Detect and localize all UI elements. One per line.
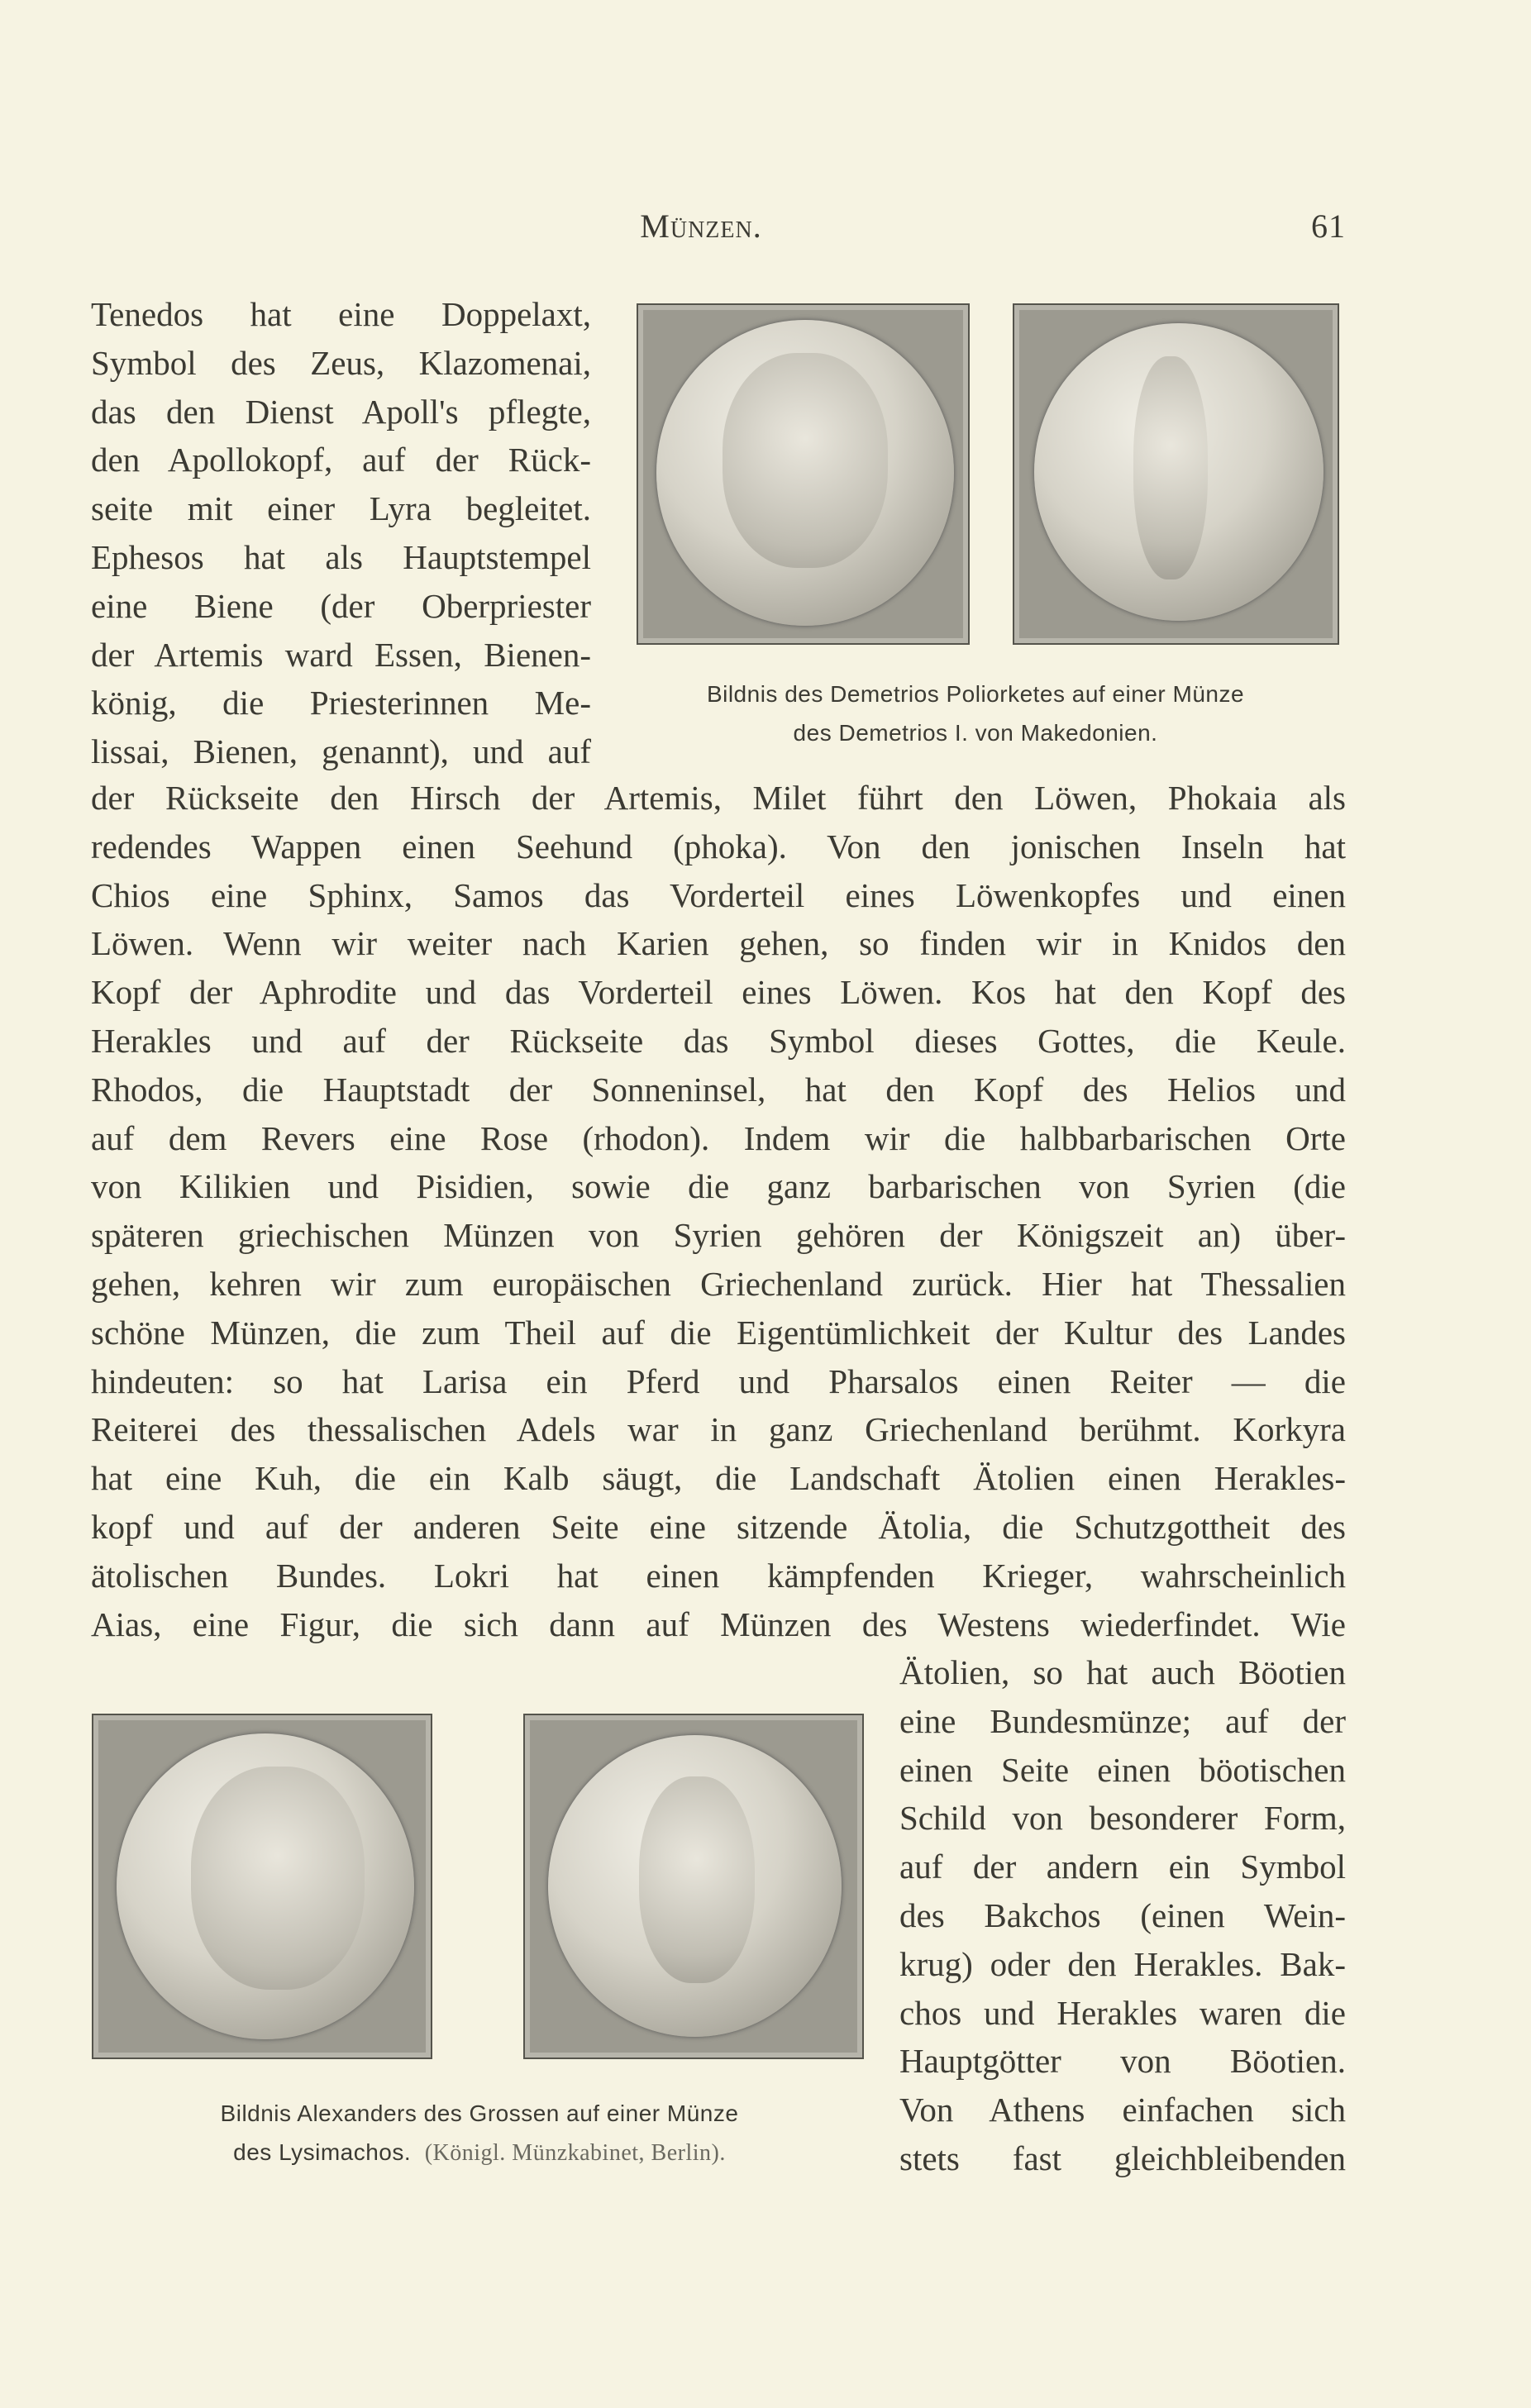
caption-line: Bildnis Alexanders des Grossen auf einer Münze xyxy=(220,2100,739,2126)
coin-image-demetrios-reverse xyxy=(1013,303,1339,645)
text-line: ätolischen Bundes. Lokri hat einen kämpfenden Krieger, wahrscheinlich xyxy=(91,1556,1346,1595)
coin-image-alexander-obverse xyxy=(92,1714,432,2059)
text-line: Aias, eine Figur, die sich dann auf Münzen des Westens wiederfindet. Wie xyxy=(91,1605,1346,1643)
text-line: hindeuten: so hat Larisa ein Pferd und Pharsalos einen Reiter — die xyxy=(91,1361,1346,1400)
text-line: lissai, Bienen, genannt), und auf xyxy=(91,732,591,771)
text-line: könig, die Priesterinnen Me- xyxy=(91,684,591,722)
text-line: das den Dienst Apoll's pflegte, xyxy=(91,392,591,431)
text-line: des Bakchos (einen Wein- xyxy=(899,1895,1346,1934)
text-line: Herakles und auf der Rückseite das Symbol dieses Gottes, die Keule. xyxy=(91,1021,1346,1060)
text-line: der Artemis ward Essen, Bienen- xyxy=(91,635,591,674)
text-line: Von Athens einfachen sich xyxy=(899,2091,1346,2129)
paragraph-left-column xyxy=(91,290,591,776)
running-header-title: Münzen. xyxy=(640,207,762,245)
text-line: Löwen. Wenn wir weiter nach Karien gehen, so finden wir in Knidos den xyxy=(91,924,1346,963)
image-source-credit: (Königl. Münzkabinet, Berlin). xyxy=(424,2140,726,2166)
page-number: 61 xyxy=(1311,207,1346,245)
text-line: einen Seite einen böotischen xyxy=(899,1750,1346,1789)
text-line: kopf und auf der anderen Seite eine sitzende Ätolia, die Schutzgottheit des xyxy=(91,1507,1346,1546)
text-line: Chios eine Sphinx, Samos das Vorderteil eines Löwenkopfes und einen xyxy=(91,875,1346,914)
paragraph-full-width xyxy=(91,774,1346,1648)
text-line: Ätolien, so hat auch Böotien xyxy=(899,1653,1346,1691)
text-line: krug) oder den Herakles. Bak- xyxy=(899,1944,1346,1983)
text-line: den Apollokopf, auf der Rück- xyxy=(91,441,591,479)
text-line: Tenedos hat eine Doppelaxt, xyxy=(91,295,591,333)
text-line: auf dem Revers eine Rose (rhodon). Indem wir die halbbarbarischen Orte xyxy=(91,1118,1346,1157)
caption-line: Bildnis des Demetrios Poliorketes auf einer Münze xyxy=(706,681,1245,707)
figure-caption-bottom xyxy=(124,2094,835,2172)
text-line: der Rückseite den Hirsch der Artemis, Milet führt den Löwen, Phokaia als xyxy=(91,779,1346,817)
text-line: stets fast gleichbleibenden xyxy=(899,2139,1346,2177)
text-line: Hauptgötter von Böotien. xyxy=(899,2042,1346,2081)
text-line: späteren griechischen Münzen von Syrien gehören der Königszeit an) über- xyxy=(91,1216,1346,1255)
coin-image-alexander-reverse xyxy=(523,1714,864,2059)
text-line: Kopf der Aphrodite und das Vorderteil eines Löwen. Kos hat den Kopf des xyxy=(91,973,1346,1012)
text-line: redendes Wappen einen Seehund (phoka). Von den jonischen Inseln hat xyxy=(91,827,1346,865)
text-line: Schild von besonderer Form, xyxy=(899,1799,1346,1838)
caption-line: des Lysimachos. xyxy=(233,2139,412,2165)
text-line: Ephesos hat als Hauptstempel xyxy=(91,537,591,576)
paragraph-right-column xyxy=(899,1648,1346,2183)
text-line: chos und Herakles waren die xyxy=(899,1993,1346,2032)
coin-image-demetrios-obverse xyxy=(637,303,970,645)
text-line: eine Biene (der Oberpriester xyxy=(91,586,591,625)
text-line: auf der andern ein Symbol xyxy=(899,1848,1346,1886)
text-line: Rhodos, die Hauptstadt der Sonneninsel, hat den Kopf des Helios und xyxy=(91,1070,1346,1109)
text-line: Symbol des Zeus, Klazomenai, xyxy=(91,343,591,382)
caption-line: des Demetrios I. von Makedonien. xyxy=(793,720,1158,746)
text-line: Reiterei des thessalischen Adels war in ganz Griechenland berühmt. Korkyra xyxy=(91,1410,1346,1449)
text-line: hat eine Kuh, die ein Kalb säugt, die Landschaft Ätolien einen Herakles- xyxy=(91,1459,1346,1498)
text-line: eine Bundesmünze; auf der xyxy=(899,1701,1346,1740)
figure-caption-top xyxy=(595,675,1356,752)
text-line: schöne Münzen, die zum Theil auf die Eigentümlichkeit der Kultur des Landes xyxy=(91,1313,1346,1352)
text-line: gehen, kehren wir zum europäischen Griechenland zurück. Hier hat Thessalien xyxy=(91,1264,1346,1303)
text-line: seite mit einer Lyra begleitet. xyxy=(91,489,591,528)
text-line: von Kilikien und Pisidien, sowie die ganz barbarischen von Syrien (die xyxy=(91,1167,1346,1206)
